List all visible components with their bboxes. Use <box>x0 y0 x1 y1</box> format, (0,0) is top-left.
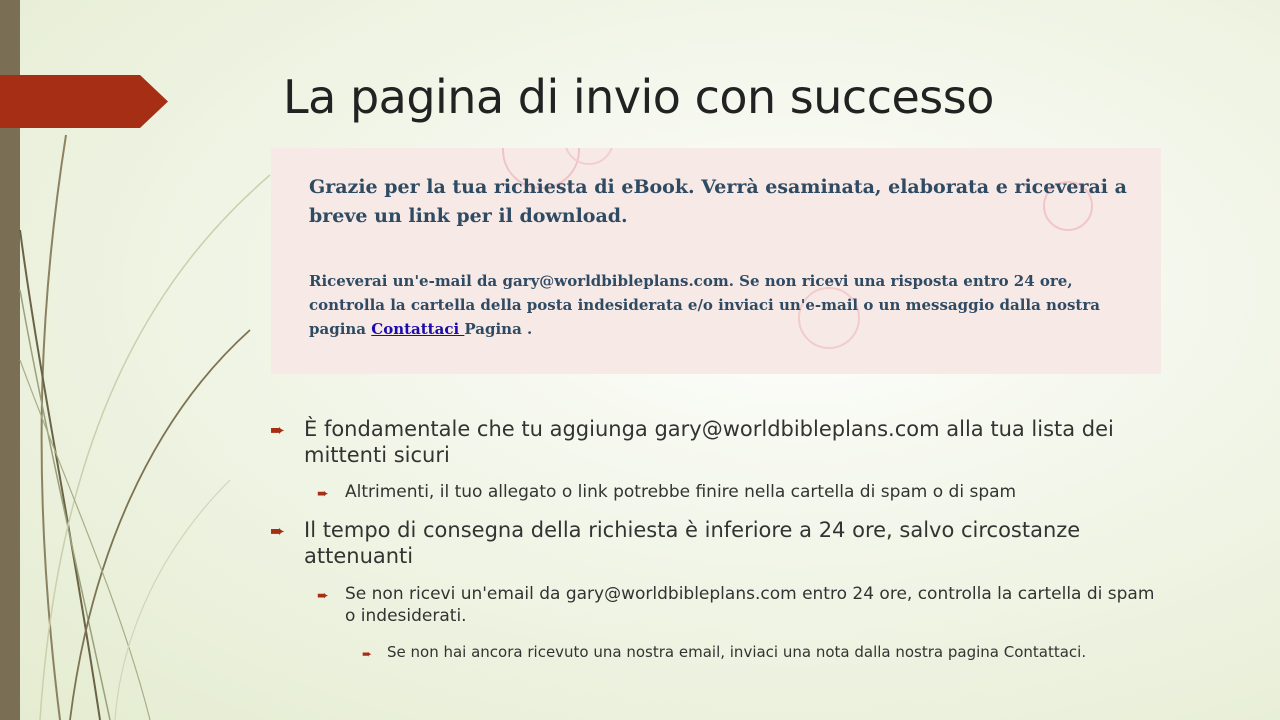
arrow-bullet-icon: ➨ <box>362 647 373 661</box>
bullet-text: Se non hai ancora ricevuto una nostra email, inviaci una nota dalla nostra pagina Contattaci. <box>387 643 1087 661</box>
arrow-bullet-icon: ➨ <box>317 486 329 502</box>
title-accent-arrow <box>0 75 168 128</box>
arrow-bullet-icon: ➨ <box>270 521 286 542</box>
bullet-level2 <box>317 481 1167 503</box>
bullet-text: Il tempo di consegna della richiesta è inferiore a 24 ore, salvo circostanze attenuanti <box>304 518 1081 568</box>
bullet-text: È fondamentale che tu aggiunga gary@worldbibleplans.com alla tua lista dei mittenti sicuri <box>304 417 1114 467</box>
screenshot-body <box>309 269 1149 341</box>
bullet-text: Se non ricevi un'email da gary@worldbibleplans.com entro 24 ore, controlla la cartella di spam o indesiderati. <box>345 584 1155 626</box>
bullet-level2 <box>317 583 1167 627</box>
arrow-bullet-icon: ➨ <box>270 420 286 441</box>
confirmation-screenshot <box>271 148 1161 374</box>
screenshot-body-text: Riceverai un'e-mail da gary@worldbibleplans.com. Se non ricevi una risposta entro 24 ore, controlla la cartella della posta indesiderata e/o inviaci un'e-mail o un messaggio dalla nostra pagina <box>309 272 1100 338</box>
screenshot-body-end: Pagina . <box>464 320 533 338</box>
arrow-bullet-icon: ➨ <box>317 588 329 604</box>
contattaci-link[interactable]: Contattaci <box>371 320 465 338</box>
slide-title: La pagina di invio con successo <box>283 70 994 124</box>
bullet-level3 <box>362 642 1162 662</box>
screenshot-heading: Grazie per la tua richiesta di eBook. Verrà esaminata, elaborata e riceverai a breve un link per il download. <box>309 176 1127 227</box>
bullet-level1 <box>270 517 1170 569</box>
bullet-level1 <box>270 416 1170 468</box>
bullet-text: Altrimenti, il tuo allegato o link potrebbe finire nella cartella di spam o di spam <box>345 482 1017 502</box>
